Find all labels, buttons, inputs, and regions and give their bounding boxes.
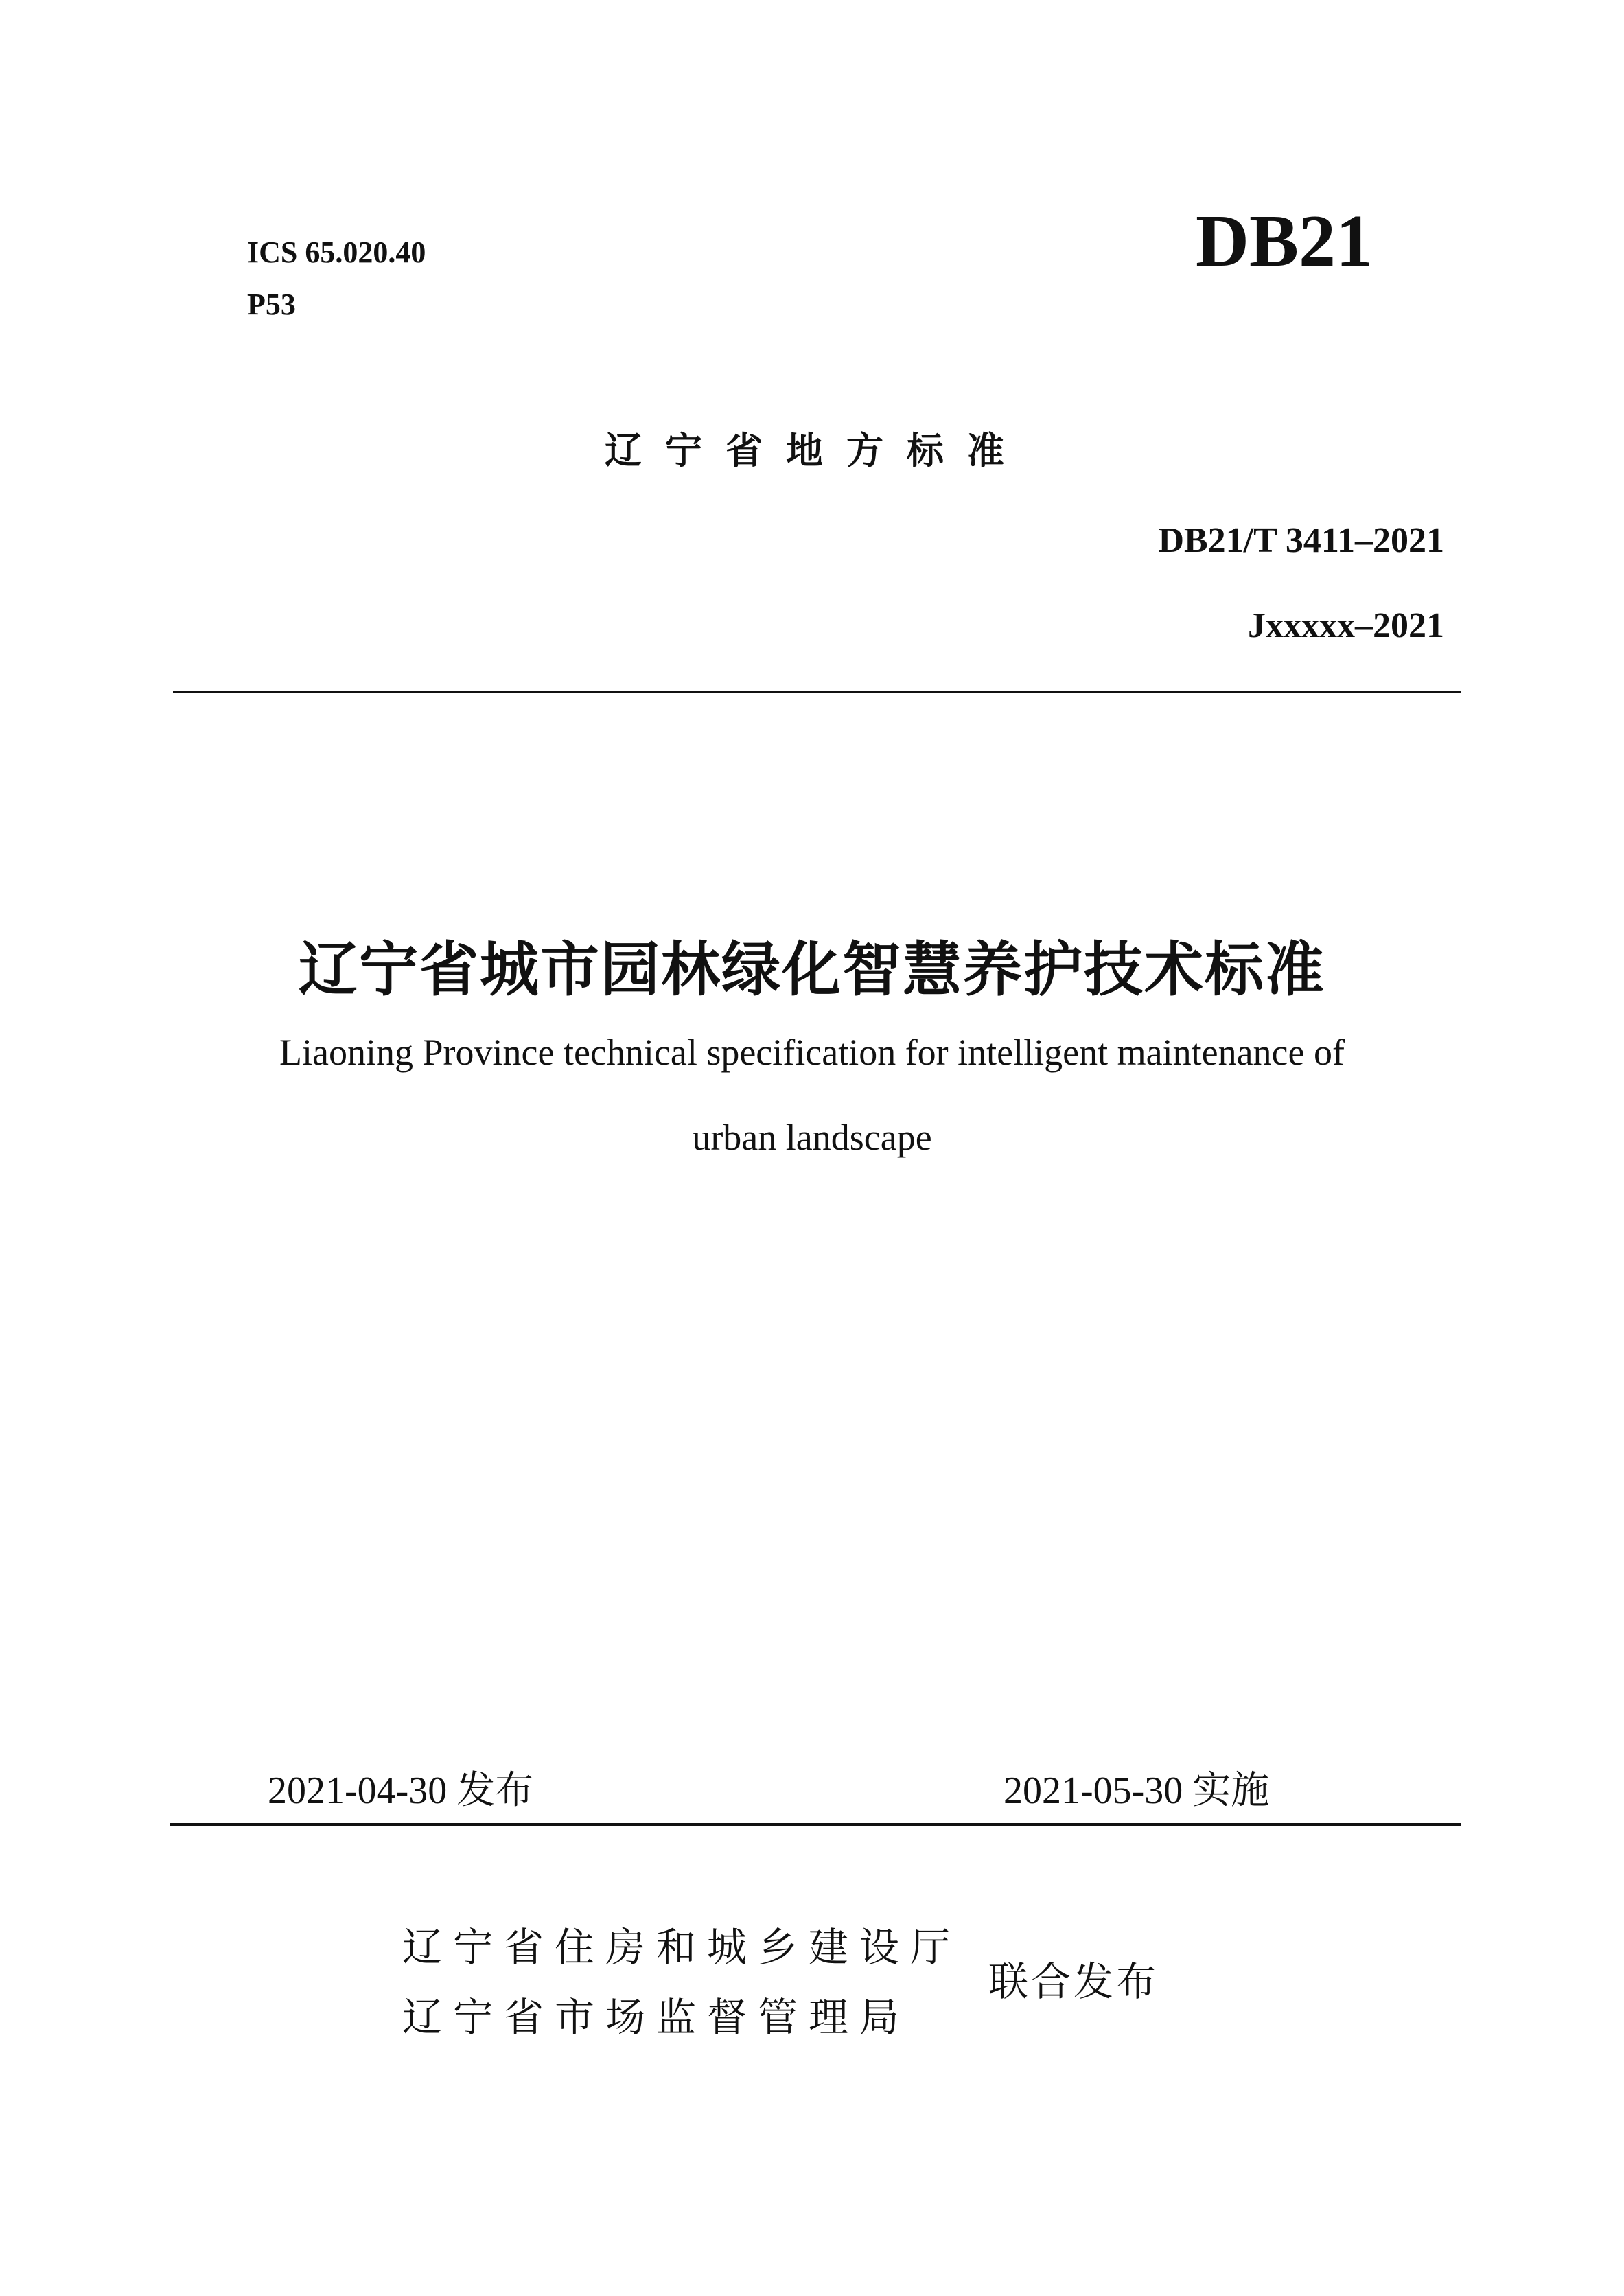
db-code: DB21 (1195, 200, 1373, 282)
bottom-divider (170, 1823, 1461, 1826)
title-chinese: 辽宁省城市园林绿化智慧养护技术标准 (299, 936, 1325, 1004)
ccs-code: P53 (247, 288, 296, 321)
standard-number: DB21/T 3411–2021 (1158, 521, 1444, 560)
title-english-line2: urban landscape (692, 1117, 932, 1158)
joint-issue-label: 联合发布 (988, 1958, 1159, 2005)
top-divider (173, 691, 1461, 693)
standard-type: 辽宁省地方标准 (605, 429, 1028, 472)
ics-code: ICS 65.020.40 (247, 235, 426, 269)
title-english-line1: Liaoning Province technical specification for intelligent maintenance of (279, 1032, 1345, 1073)
issue-date: 2021-04-30 发布 (268, 1770, 534, 1812)
issuer-market-regulation: 辽宁省市场监督管理局 (402, 1994, 911, 2041)
issuer-housing-department: 辽宁省住房和城乡建设厅 (402, 1924, 962, 1971)
implementation-date: 2021-05-30 实施 (1004, 1770, 1270, 1812)
record-number: Jxxxxx–2021 (1248, 606, 1444, 645)
